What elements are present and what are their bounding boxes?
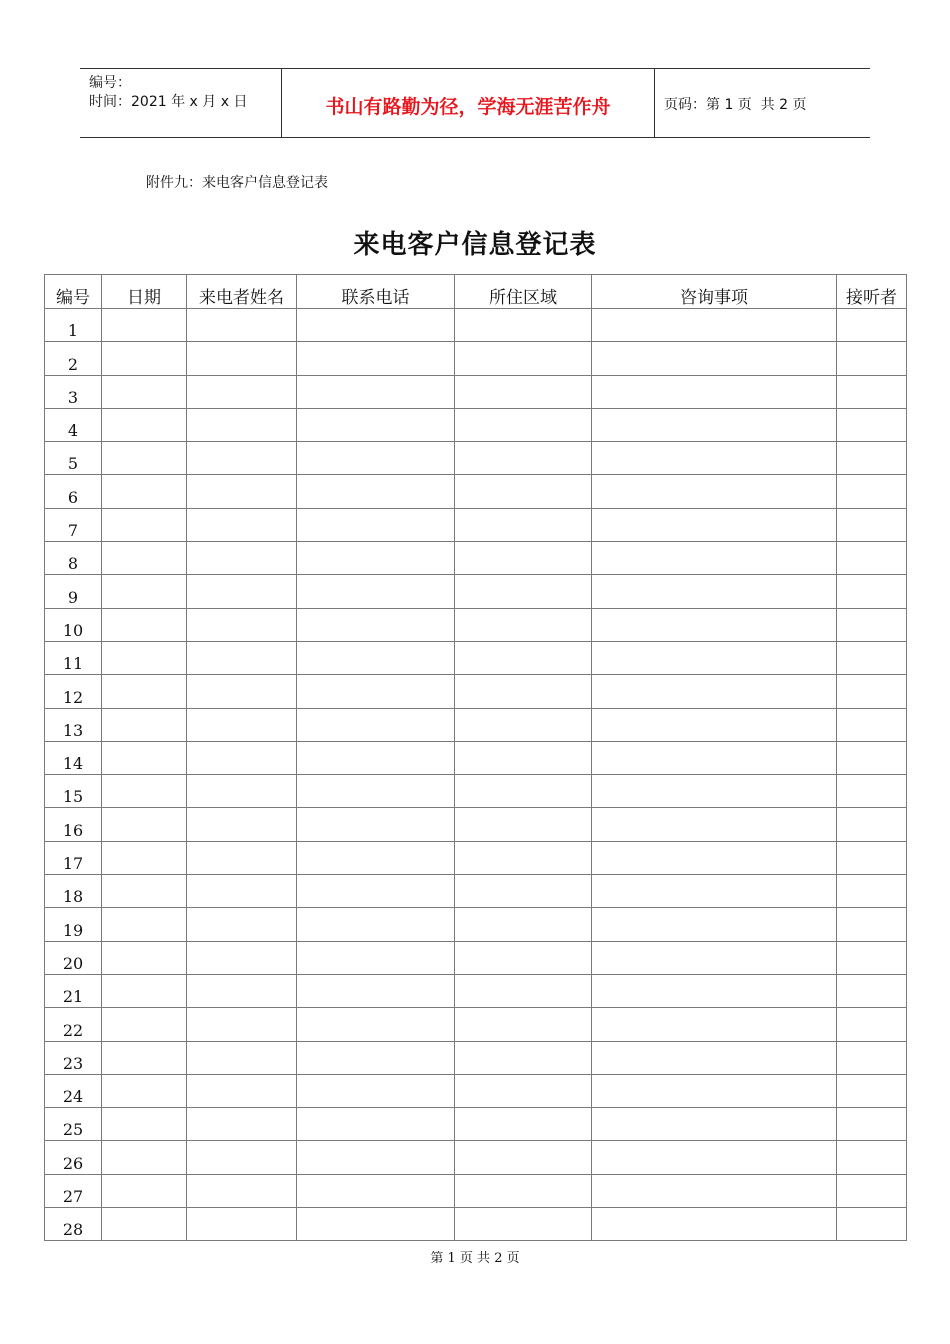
entry-cell[interactable] xyxy=(102,941,187,974)
entry-cell[interactable] xyxy=(187,375,297,408)
entry-cell[interactable] xyxy=(592,775,837,808)
entry-cell[interactable] xyxy=(592,675,837,708)
page-title: 来电客户信息登记表 xyxy=(353,230,597,260)
entry-cell[interactable] xyxy=(187,342,297,375)
entry-cell[interactable] xyxy=(297,608,455,641)
row-number: 5 xyxy=(45,442,102,475)
table-header-row xyxy=(45,275,907,309)
entry-cell[interactable] xyxy=(102,342,187,375)
entry-cell[interactable] xyxy=(187,1074,297,1107)
entry-cell[interactable] xyxy=(102,1208,187,1241)
entry-cell[interactable] xyxy=(592,575,837,608)
entry-cell[interactable] xyxy=(837,375,907,408)
entry-cell[interactable] xyxy=(187,875,297,908)
entry-cell[interactable] xyxy=(102,475,187,508)
entry-cell[interactable] xyxy=(592,408,837,441)
row-number: 7 xyxy=(45,508,102,541)
entry-cell[interactable] xyxy=(102,608,187,641)
entry-cell[interactable] xyxy=(837,408,907,441)
header-motto-cell xyxy=(281,69,655,137)
table-row xyxy=(45,1141,907,1174)
entry-cell[interactable] xyxy=(837,1074,907,1107)
entry-cell[interactable] xyxy=(455,442,592,475)
table-row xyxy=(45,508,907,541)
header-meta xyxy=(80,69,281,137)
entry-cell[interactable] xyxy=(455,741,592,774)
entry-cell[interactable] xyxy=(102,375,187,408)
table-row xyxy=(45,1041,907,1074)
time-label: 时间：2021 年 x 月 x 日 xyxy=(89,94,248,110)
table-row xyxy=(45,941,907,974)
entry-cell[interactable] xyxy=(837,708,907,741)
entry-cell[interactable] xyxy=(455,1008,592,1041)
table-row xyxy=(45,808,907,841)
entry-cell[interactable] xyxy=(455,408,592,441)
entry-cell[interactable] xyxy=(187,575,297,608)
entry-cell[interactable] xyxy=(297,408,455,441)
entry-cell[interactable] xyxy=(297,1208,455,1241)
entry-cell[interactable] xyxy=(187,1041,297,1074)
entry-cell[interactable] xyxy=(187,475,297,508)
table-row xyxy=(45,442,907,475)
entry-cell[interactable] xyxy=(297,875,455,908)
table-body xyxy=(45,309,907,1241)
entry-cell[interactable] xyxy=(455,675,592,708)
entry-cell[interactable] xyxy=(837,442,907,475)
row-number: 26 xyxy=(45,1141,102,1174)
entry-cell[interactable] xyxy=(592,1074,837,1107)
entry-cell[interactable] xyxy=(297,741,455,774)
entry-cell[interactable] xyxy=(187,641,297,674)
entry-cell[interactable] xyxy=(187,542,297,575)
entry-cell[interactable] xyxy=(592,941,837,974)
entry-cell[interactable] xyxy=(455,875,592,908)
entry-cell[interactable] xyxy=(455,708,592,741)
table-row xyxy=(45,1008,907,1041)
row-number: 10 xyxy=(45,608,102,641)
row-number: 19 xyxy=(45,908,102,941)
row-number: 27 xyxy=(45,1174,102,1207)
entry-cell[interactable] xyxy=(455,908,592,941)
table-row xyxy=(45,375,907,408)
column-header: 联系电话 xyxy=(297,275,455,309)
entry-cell[interactable] xyxy=(455,775,592,808)
entry-cell[interactable] xyxy=(187,608,297,641)
motto: 书山有路勤为径，学海无涯苦作舟 xyxy=(325,96,611,118)
page-info: 页码：第 1 页 共 2 页 xyxy=(664,97,807,113)
entry-cell[interactable] xyxy=(297,974,455,1007)
entry-cell[interactable] xyxy=(837,342,907,375)
entry-cell[interactable] xyxy=(592,974,837,1007)
entry-cell[interactable] xyxy=(837,608,907,641)
entry-cell[interactable] xyxy=(297,641,455,674)
entry-cell[interactable] xyxy=(592,741,837,774)
table-row xyxy=(45,342,907,375)
entry-cell[interactable] xyxy=(187,1008,297,1041)
entry-cell[interactable] xyxy=(102,542,187,575)
entry-cell[interactable] xyxy=(102,1041,187,1074)
entry-cell[interactable] xyxy=(455,608,592,641)
row-number: 25 xyxy=(45,1108,102,1141)
entry-cell[interactable] xyxy=(187,941,297,974)
entry-cell[interactable] xyxy=(837,1008,907,1041)
row-number: 16 xyxy=(45,808,102,841)
table-row xyxy=(45,875,907,908)
entry-cell[interactable] xyxy=(592,375,837,408)
entry-cell[interactable] xyxy=(187,1108,297,1141)
entry-cell[interactable] xyxy=(297,375,455,408)
entry-cell[interactable] xyxy=(297,1141,455,1174)
entry-cell[interactable] xyxy=(297,941,455,974)
entry-cell[interactable] xyxy=(837,309,907,342)
entry-cell[interactable] xyxy=(297,542,455,575)
row-number: 3 xyxy=(45,375,102,408)
entry-cell[interactable] xyxy=(297,708,455,741)
entry-cell[interactable] xyxy=(297,1041,455,1074)
entry-cell[interactable] xyxy=(592,475,837,508)
table-row xyxy=(45,1108,907,1141)
row-number: 22 xyxy=(45,1008,102,1041)
entry-cell[interactable] xyxy=(102,974,187,1007)
entry-cell[interactable] xyxy=(455,841,592,874)
entry-cell[interactable] xyxy=(297,1008,455,1041)
code-label: 编号： xyxy=(89,75,131,91)
entry-cell[interactable] xyxy=(455,974,592,1007)
entry-cell[interactable] xyxy=(592,708,837,741)
column-header: 所住区域 xyxy=(455,275,592,309)
entry-cell[interactable] xyxy=(297,442,455,475)
row-number: 9 xyxy=(45,575,102,608)
entry-cell[interactable] xyxy=(297,841,455,874)
table-row xyxy=(45,408,907,441)
entry-cell[interactable] xyxy=(187,442,297,475)
entry-cell[interactable] xyxy=(455,508,592,541)
entry-cell[interactable] xyxy=(187,841,297,874)
entry-cell[interactable] xyxy=(102,675,187,708)
entry-cell[interactable] xyxy=(187,775,297,808)
table-row xyxy=(45,542,907,575)
row-number: 17 xyxy=(45,841,102,874)
row-number: 2 xyxy=(45,342,102,375)
entry-cell[interactable] xyxy=(455,575,592,608)
entry-cell[interactable] xyxy=(837,1041,907,1074)
table-row xyxy=(45,575,907,608)
row-number: 11 xyxy=(45,641,102,674)
entry-cell[interactable] xyxy=(187,508,297,541)
entry-cell[interactable] xyxy=(455,1141,592,1174)
entry-cell[interactable] xyxy=(187,741,297,774)
row-number: 14 xyxy=(45,741,102,774)
document-header xyxy=(80,68,870,138)
entry-cell[interactable] xyxy=(592,875,837,908)
entry-cell[interactable] xyxy=(455,1074,592,1107)
entry-cell[interactable] xyxy=(837,1174,907,1207)
row-number: 6 xyxy=(45,475,102,508)
row-number: 18 xyxy=(45,875,102,908)
entry-cell[interactable] xyxy=(102,708,187,741)
entry-cell[interactable] xyxy=(187,1208,297,1241)
entry-cell[interactable] xyxy=(837,508,907,541)
entry-cell[interactable] xyxy=(592,442,837,475)
entry-cell[interactable] xyxy=(102,775,187,808)
entry-cell[interactable] xyxy=(837,575,907,608)
entry-cell[interactable] xyxy=(837,1108,907,1141)
entry-cell[interactable] xyxy=(187,974,297,1007)
entry-cell[interactable] xyxy=(837,1141,907,1174)
entry-cell[interactable] xyxy=(455,1174,592,1207)
entry-cell[interactable] xyxy=(455,1208,592,1241)
row-number: 21 xyxy=(45,974,102,1007)
row-number: 8 xyxy=(45,542,102,575)
entry-cell[interactable] xyxy=(187,675,297,708)
annex-label: 附件九：来电客户信息登记表 xyxy=(146,175,328,191)
column-header: 日期 xyxy=(102,275,187,309)
entry-cell[interactable] xyxy=(455,641,592,674)
entry-cell[interactable] xyxy=(455,1108,592,1141)
entry-cell[interactable] xyxy=(455,808,592,841)
table-row xyxy=(45,675,907,708)
entry-cell[interactable] xyxy=(592,908,837,941)
entry-cell[interactable] xyxy=(297,508,455,541)
entry-cell[interactable] xyxy=(102,908,187,941)
entry-cell[interactable] xyxy=(837,741,907,774)
row-number: 4 xyxy=(45,408,102,441)
entry-cell[interactable] xyxy=(592,309,837,342)
entry-cell[interactable] xyxy=(837,841,907,874)
entry-cell[interactable] xyxy=(592,841,837,874)
entry-cell[interactable] xyxy=(297,775,455,808)
row-number: 13 xyxy=(45,708,102,741)
entry-cell[interactable] xyxy=(592,342,837,375)
table-row xyxy=(45,309,907,342)
row-number: 1 xyxy=(45,309,102,342)
row-number: 20 xyxy=(45,941,102,974)
entry-cell[interactable] xyxy=(102,575,187,608)
entry-cell[interactable] xyxy=(102,408,187,441)
entry-cell[interactable] xyxy=(455,941,592,974)
column-header: 咨询事项 xyxy=(592,275,837,309)
entry-cell[interactable] xyxy=(102,1074,187,1107)
entry-cell[interactable] xyxy=(102,1108,187,1141)
entry-cell[interactable] xyxy=(297,475,455,508)
entry-cell[interactable] xyxy=(102,1141,187,1174)
table-row xyxy=(45,1208,907,1241)
column-header: 接听者 xyxy=(837,275,907,309)
header-page-cell xyxy=(655,69,870,137)
entry-cell[interactable] xyxy=(592,641,837,674)
entry-cell[interactable] xyxy=(592,608,837,641)
entry-cell[interactable] xyxy=(455,309,592,342)
registration-table xyxy=(44,274,907,1241)
entry-cell[interactable] xyxy=(455,342,592,375)
entry-cell[interactable] xyxy=(837,974,907,1007)
entry-cell[interactable] xyxy=(102,508,187,541)
table-row xyxy=(45,475,907,508)
entry-cell[interactable] xyxy=(297,342,455,375)
entry-cell[interactable] xyxy=(297,1074,455,1107)
table-row xyxy=(45,974,907,1007)
entry-cell[interactable] xyxy=(592,1141,837,1174)
table-row xyxy=(45,775,907,808)
entry-cell[interactable] xyxy=(187,408,297,441)
table-row xyxy=(45,741,907,774)
entry-cell[interactable] xyxy=(837,675,907,708)
entry-cell[interactable] xyxy=(102,808,187,841)
entry-cell[interactable] xyxy=(837,1208,907,1241)
entry-cell[interactable] xyxy=(297,575,455,608)
entry-cell[interactable] xyxy=(455,542,592,575)
entry-cell[interactable] xyxy=(837,542,907,575)
entry-cell[interactable] xyxy=(837,941,907,974)
column-header: 来电者姓名 xyxy=(187,275,297,309)
entry-cell[interactable] xyxy=(837,908,907,941)
table-row xyxy=(45,608,907,641)
entry-cell[interactable] xyxy=(187,708,297,741)
table-row xyxy=(45,1074,907,1107)
entry-cell[interactable] xyxy=(297,309,455,342)
row-number: 15 xyxy=(45,775,102,808)
entry-cell[interactable] xyxy=(455,375,592,408)
entry-cell[interactable] xyxy=(102,641,187,674)
entry-cell[interactable] xyxy=(297,1174,455,1207)
entry-cell[interactable] xyxy=(837,475,907,508)
entry-cell[interactable] xyxy=(297,1108,455,1141)
entry-cell[interactable] xyxy=(592,1108,837,1141)
entry-cell[interactable] xyxy=(187,309,297,342)
row-number: 24 xyxy=(45,1074,102,1107)
entry-cell[interactable] xyxy=(102,309,187,342)
entry-cell[interactable] xyxy=(837,641,907,674)
table-row xyxy=(45,708,907,741)
row-number: 23 xyxy=(45,1041,102,1074)
entry-cell[interactable] xyxy=(592,1041,837,1074)
entry-cell[interactable] xyxy=(102,875,187,908)
entry-cell[interactable] xyxy=(102,841,187,874)
entry-cell[interactable] xyxy=(592,808,837,841)
entry-cell[interactable] xyxy=(455,475,592,508)
entry-cell[interactable] xyxy=(187,808,297,841)
entry-cell[interactable] xyxy=(297,908,455,941)
entry-cell[interactable] xyxy=(102,741,187,774)
entry-cell[interactable] xyxy=(102,1174,187,1207)
table-row xyxy=(45,641,907,674)
entry-cell[interactable] xyxy=(592,508,837,541)
entry-cell[interactable] xyxy=(837,775,907,808)
entry-cell[interactable] xyxy=(592,542,837,575)
entry-cell[interactable] xyxy=(297,808,455,841)
row-number: 28 xyxy=(45,1208,102,1241)
entry-cell[interactable] xyxy=(187,1174,297,1207)
entry-cell[interactable] xyxy=(187,1141,297,1174)
entry-cell[interactable] xyxy=(837,875,907,908)
page-footer: 第 1 页 共 2 页 xyxy=(430,1251,520,1266)
entry-cell[interactable] xyxy=(102,1008,187,1041)
row-number: 12 xyxy=(45,675,102,708)
entry-cell[interactable] xyxy=(592,1174,837,1207)
entry-cell[interactable] xyxy=(592,1208,837,1241)
table-row xyxy=(45,908,907,941)
entry-cell[interactable] xyxy=(455,1041,592,1074)
table-row xyxy=(45,841,907,874)
entry-cell[interactable] xyxy=(837,808,907,841)
column-header: 编号 xyxy=(45,275,102,309)
entry-cell[interactable] xyxy=(592,1008,837,1041)
table-row xyxy=(45,1174,907,1207)
entry-cell[interactable] xyxy=(187,908,297,941)
entry-cell[interactable] xyxy=(102,442,187,475)
entry-cell[interactable] xyxy=(297,675,455,708)
